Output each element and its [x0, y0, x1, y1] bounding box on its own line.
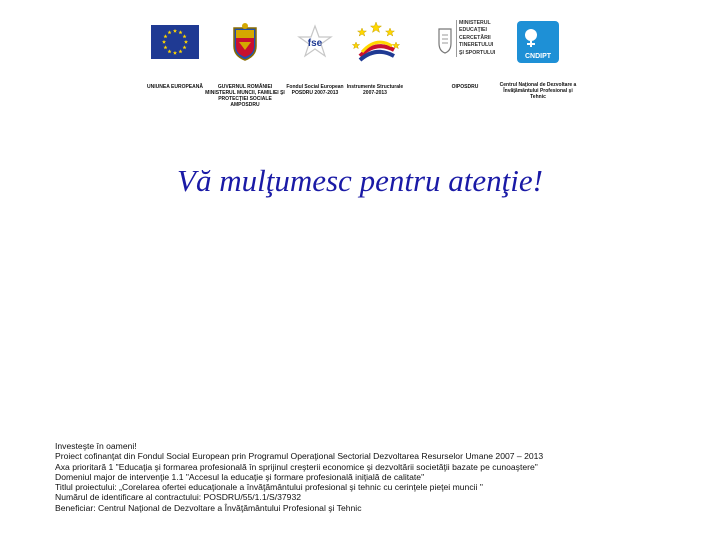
ministry-education-logo [437, 20, 499, 60]
footer-line-beneficiary: Beneficiar: Centrul Naţional de Dezvoltare a Învăţământului Profesional şi Tehnic [55, 502, 362, 513]
eu-flag-logo [151, 25, 199, 59]
cndipt-logo [517, 21, 559, 63]
footer-line-intervention-domain: Domeniul major de intervenţie 1.1 "Accesul la educaţie şi formare profesională iniţială de calitate" [55, 471, 425, 482]
footer-line-project-title: Titlul proiectului: „Corelarea ofertei educaţionale a învăţământului profesional şi tehnic cu cerinţele pieţei muncii " [55, 482, 483, 493]
gov-caption-line: MINISTERUL MUNCII, FAMILIEI ŞI [205, 90, 285, 96]
gov-caption-line: GUVERNUL ROMÂNIEI [217, 84, 273, 90]
structural-instruments-logo [350, 20, 402, 66]
ministry-name-line: EDUCAŢIEI [459, 27, 487, 34]
cndipt-caption [495, 82, 581, 100]
structural-caption-line: Instrumente Structurale [346, 84, 404, 90]
coat-of-arms-icon [230, 22, 260, 62]
eu-flag-icon [151, 25, 199, 59]
structural-caption [340, 84, 410, 96]
cndipt-caption-line: Învăţământului Profesional şi [503, 88, 573, 94]
stars-swoosh-icon [350, 20, 402, 66]
structural-caption-line: 2007-2013 [363, 90, 387, 96]
gov-caption-line: AMPOSDRU [230, 102, 260, 108]
gov-caption-line: PROTECŢIEI SOCIALE [218, 96, 272, 102]
cndipt-logo-text: CNDIPT [524, 53, 552, 60]
thank-you-title: Vă mulţumesc pentru atenţie! [177, 163, 543, 198]
cndipt-badge-icon [517, 21, 559, 63]
romania-coat-of-arms-logo [230, 22, 260, 62]
cndipt-caption-line: Tehnic [530, 94, 546, 100]
fse-logo [297, 24, 333, 60]
fse-star-icon [297, 24, 333, 60]
ministry-name [456, 20, 495, 57]
ministry-name-line: ŞI SPORTULUI [459, 49, 496, 56]
oiposdru-caption: OIPOSDRU [451, 84, 479, 90]
ministry-name-line: CERCETĂRII [459, 34, 491, 41]
project-info-footer [55, 441, 543, 513]
fse-logo-text: fse [307, 38, 323, 49]
government-caption [205, 84, 285, 108]
ministry-name-line: TINERETULUI [459, 42, 494, 49]
ministry-crest-icon [437, 25, 453, 55]
fse-caption-line: POSDRU 2007-2013 [291, 90, 339, 96]
footer-line-contract-id: Numărul de identificare al contractului: POSDRU/55/1.1/S/37932 [55, 492, 302, 503]
eu-caption: UNIUNEA EUROPEANĂ [147, 84, 203, 90]
fse-caption-line: Fondul Social European [286, 84, 344, 90]
cndipt-caption-line: Centrul Naţional de Dezvoltare a [499, 82, 577, 88]
ministry-name-line: MINISTERUL [459, 20, 491, 26]
footer-line-slogan: Investeşte în oameni! [55, 441, 137, 451]
footer-line-priority-axis: Axa prioritară 1 "Educaţia şi formarea profesională în sprijinul creşterii economice şi dezvoltării societăţii bazate pe cunoaştere" [55, 461, 538, 472]
footer-line-cofinancing: Proiect cofinanţat din Fondul Social European prin Programul Operaţional Sectorial Dezvoltarea Resurselor Umane 2007 – 2013 [55, 451, 544, 462]
